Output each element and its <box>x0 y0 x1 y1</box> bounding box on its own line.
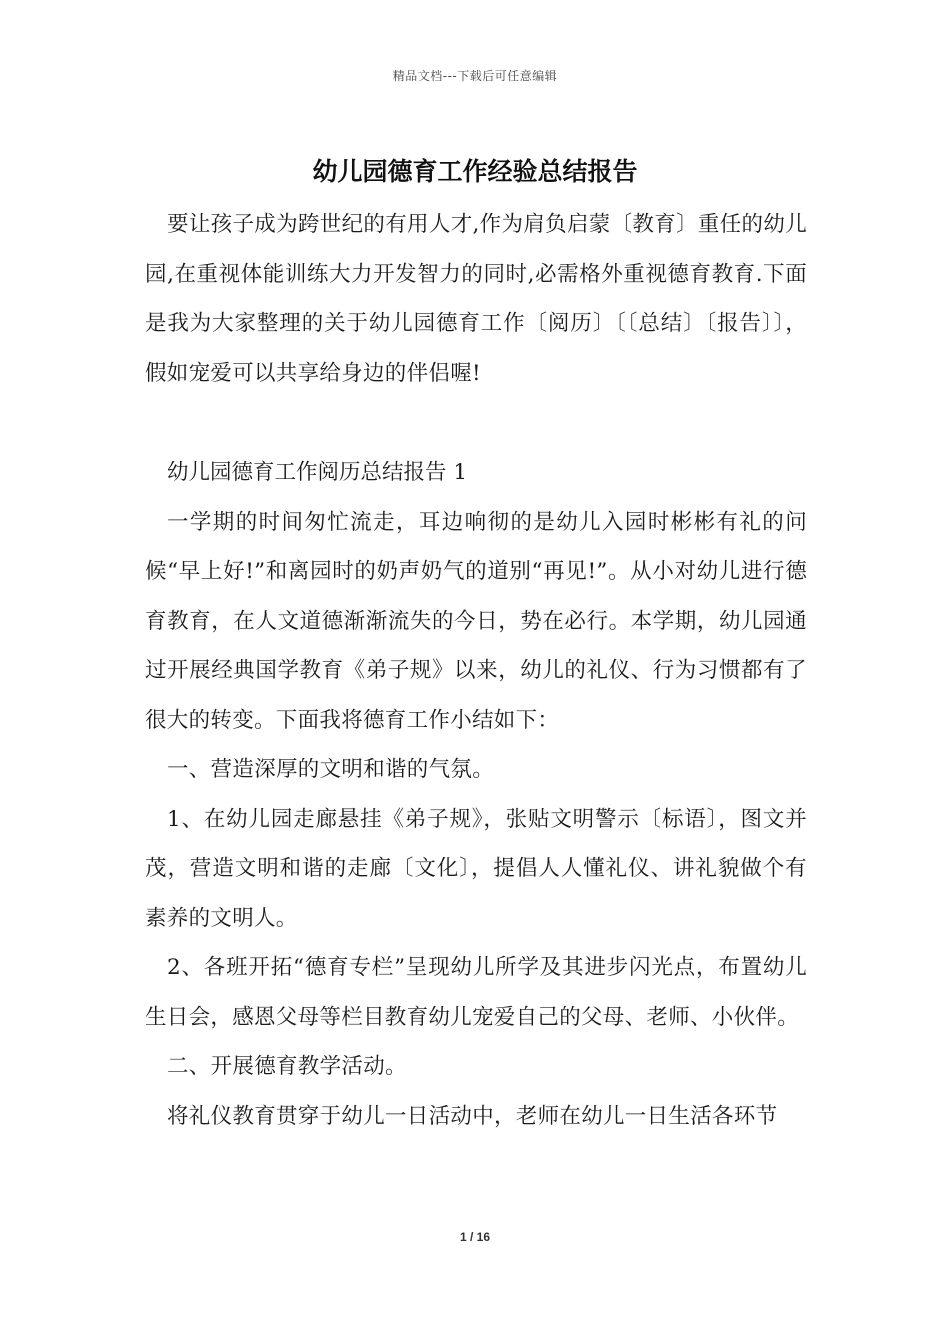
heading-item-1: 一、营造深厚的文明和谐的气氛。 <box>167 757 495 782</box>
page-indicator: 1 / 16 <box>459 1230 491 1244</box>
document-body <box>145 200 807 1141</box>
heading-item-2: 二、开展德育教学活动。 <box>167 1054 407 1079</box>
header-note: 精品文档---下载后可任意编辑 <box>392 69 558 83</box>
intro-paragraph: 要让孩子成为跨世纪的有用人才,作为肩负启蒙〔教育〕重任的幼儿园,在重视体能训练大力开发智力的同时,必需格外重视德育教育.下面是我为大家整理的关于幼儿园德育工作〔阅历〕〔〔总结〕〔报告〕〕，假如宠爱可以共享给身边的伴侣喔! <box>145 212 807 386</box>
paragraph-spacer <box>145 398 807 448</box>
list-item: 1、在幼儿园走廊悬挂《弟子规》，张贴文明警示〔标语〕，图文并茂，营造文明和谐的走廊〔文化〕，提倡人人懂礼仪、讲礼貌做个有素养的文明人。 <box>145 806 807 931</box>
section-heading: 幼儿园德育工作阅历总结报告 1 <box>167 460 468 485</box>
document-title: 幼儿园德育工作经验总结报告 <box>312 157 638 186</box>
body-paragraph: 将礼仪教育贯穿于幼儿一日活动中，老师在幼儿一日生活各环节 <box>167 1103 778 1129</box>
body-paragraph: 一学期的时间匆忙流走，耳边响彻的是幼儿入园时彬彬有礼的问候“早上好!”和离园时的奶声奶气的道别“再见!”。从小对幼儿进行德育教育，在人文道德渐渐流失的今日，势在必行。本学期，幼儿园通过开展经典国学教育《弟子规》以来，幼儿的礼仪、行为习惯都有了很大的转变。下面我将德育工作小结如下： <box>145 509 807 733</box>
list-item: 2、各班开拓“德育专栏”呈现幼儿所学及其进步闪光点，布置幼儿生日会，感恩父母等栏目教育幼儿宠爱自己的父母、老师、小伙伴。 <box>145 955 807 1030</box>
